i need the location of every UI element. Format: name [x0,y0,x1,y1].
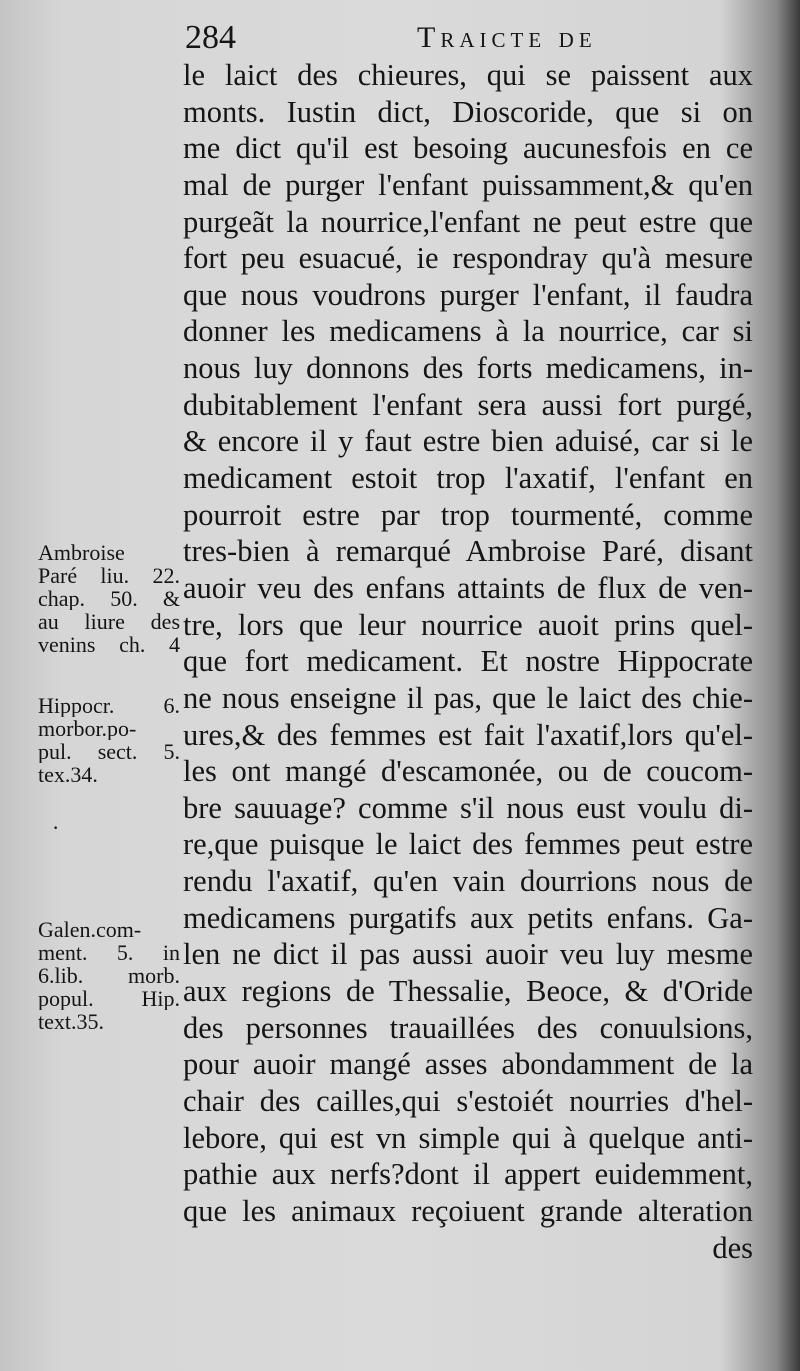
margin-note-line: au liure des [38,610,180,633]
text-line: que les animaux reçoiuent grande alteration [183,1193,753,1228]
text-line: medicamens purgatifs aux petits enfans. Ga- [183,900,753,935]
running-title: Traicte de [417,21,597,54]
margin-note-line: pul. sect. 5. [38,740,180,763]
text-line: monts. Iustin dict, Dioscoride, que si on [183,94,753,129]
text-line: aux regions de Thessalie, Beoce, & d'Oride [183,974,753,1009]
text-line: nous luy donnons des forts medicamens, in- [183,351,753,386]
text-line: lebore, qui est vn simple qui à quelque anti- [183,1120,753,1155]
margin-note-line: chap. 50. & [38,587,180,610]
text-line: dubitablement l'enfant sera aussi fort purgé, [183,387,753,422]
main-text-block [183,57,753,1266]
text-line: les ont mangé d'escamonée, ou de coucom- [183,754,753,789]
text-line: tre, lors que leur nourrice auoit prins quel- [183,607,753,642]
text-line: & encore il y faut estre bien aduisé, car si le [183,424,753,459]
text-line: le laict des chieures, qui se paissent aux [183,58,753,92]
margin-note-galen [38,918,180,1033]
page-header [185,14,765,62]
text-line: pourroit estre par trop tourmenté, comme [183,497,753,532]
text-line: auoir veu des enfans attaints de flux de ven- [183,570,753,605]
margin-note-line: Galen.com- [38,918,142,941]
text-line: rendu l'axatif, qu'en vain dourrions nous de [183,864,753,899]
text-line: pathie aux nerfs?dont il appert euidemment, [183,1157,753,1192]
margin-note-line: 6.lib. morb. [38,964,180,987]
text-line: que nous voudrons purger l'enfant, il faudra [183,277,753,312]
text-line: pour auoir mangé asses abondamment de la [183,1047,753,1082]
text-line: ne nous enseigne il pas, que le laict des chie- [183,680,753,715]
margin-note-line: morbor.po- [38,717,137,740]
text-line: medicament estoit trop l'axatif, l'enfant en [183,461,753,496]
text-line: ures,& des femmes est fait l'axatif,lors qu'el- [183,717,753,752]
margin-note-line: venins ch. 4 [38,633,180,656]
text-line: bre sauuage? comme s'il nous eust voulu di- [183,790,753,825]
margin-note-line: popul. Hip. [38,987,180,1010]
text-line: purgeãt la nourrice,l'enfant ne peut estre que [183,204,753,239]
margin-note-line: text.35. [38,1010,104,1033]
margin-note-hippocrates [38,694,180,786]
margin-note-line: Paré liu. 22. [38,564,180,587]
margin-note-line: Ambroise [38,541,125,564]
margin-note-line: Hippocr. 6. [38,694,180,717]
text-line: donner les medicamens à la nourrice, car si [183,314,753,349]
text-line: tres-bien à remarqué Ambroise Paré, disant [183,534,753,569]
text-line: me dict qu'il est besoing aucunesfois en ce [183,131,753,166]
text-line: re,que puisque le laict des femmes peut estre [183,827,753,862]
text-line: len ne dict il pas aussi auoir veu luy mesme [183,937,753,972]
text-line: fort peu esuacué, ie respondray qu'à mesure [183,241,753,276]
margin-note-line: tex.34. [38,763,98,786]
margin-note-line: ment. 5. in [38,941,180,964]
text-line: mal de purger l'enfant puissamment,& qu'en [183,167,753,202]
text-line: que fort medicament. Et nostre Hippocrate [183,644,753,679]
text-line: des personnes trauaillées des conuulsions, [183,1010,753,1045]
catchword: des [712,1230,753,1265]
page-number: 284 [185,19,236,56]
stray-ink-mark: · [52,815,60,840]
margin-note-ambroise-pare [38,541,180,656]
text-line: chair des cailles,qui s'estoiét nourries d'hel- [183,1083,753,1118]
